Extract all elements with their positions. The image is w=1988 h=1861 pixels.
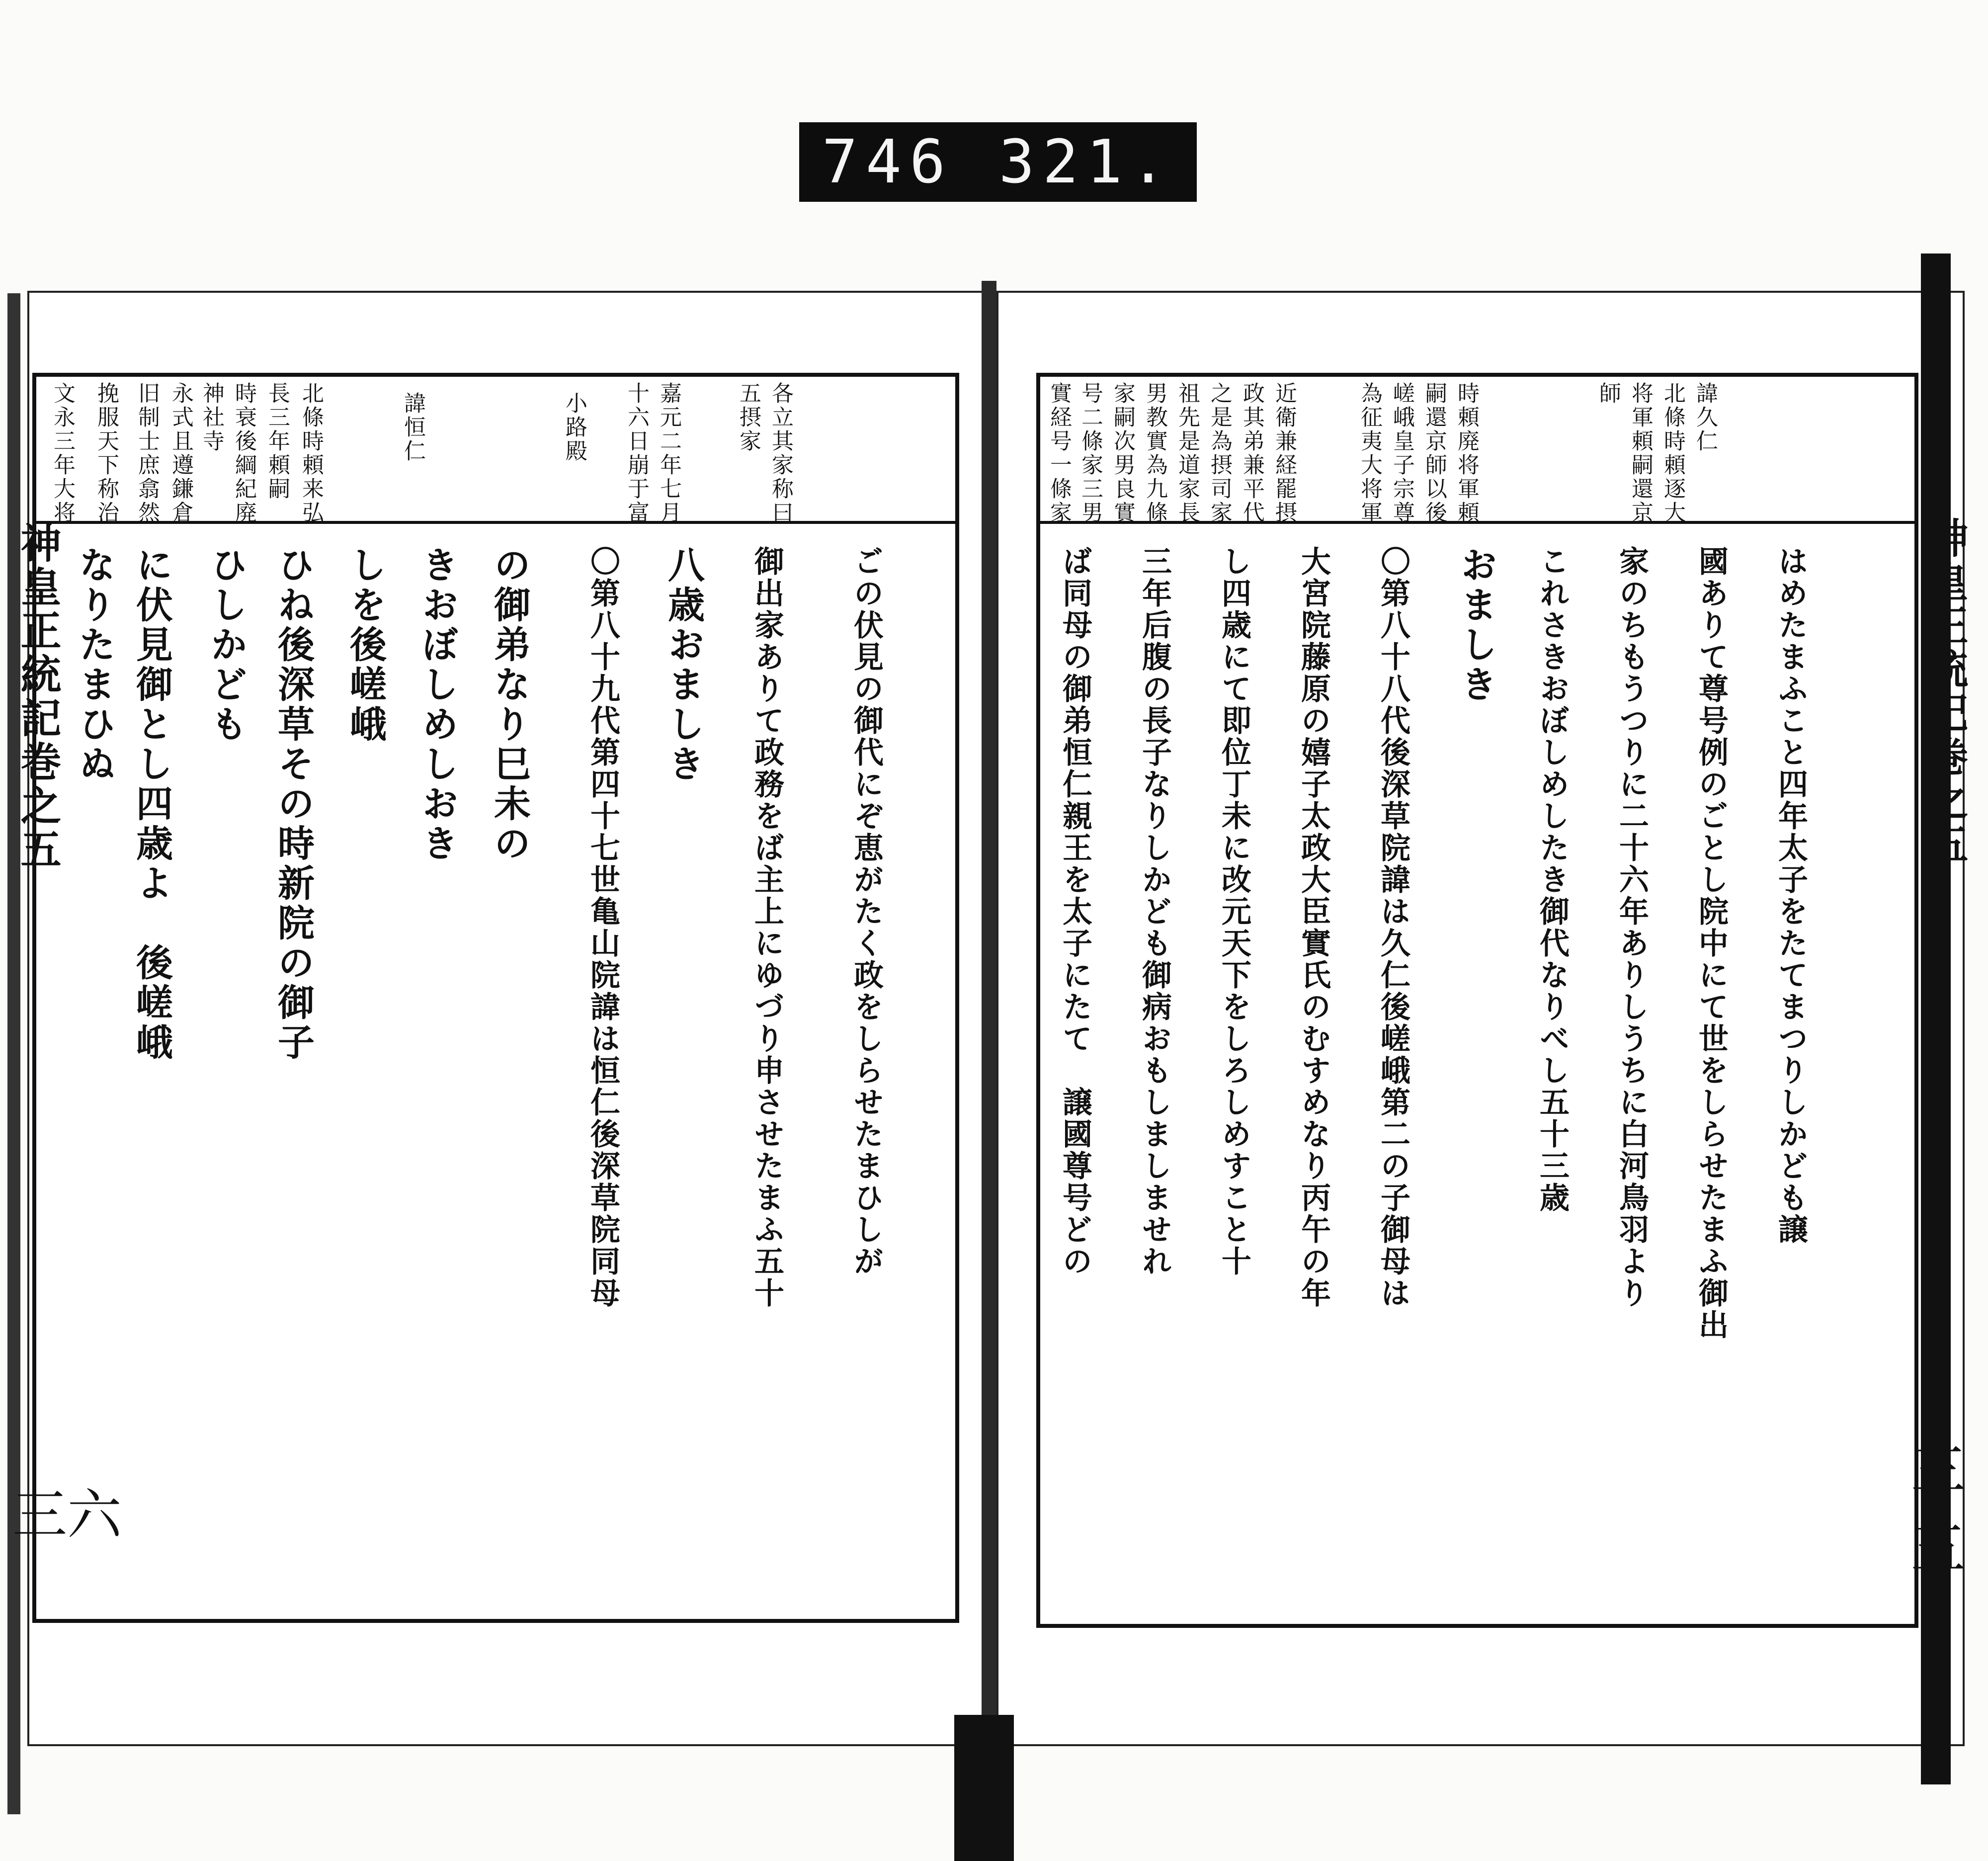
head-note: 北條時頼逐大 — [1660, 382, 1685, 525]
left-edge-shadow — [7, 293, 20, 1814]
body-column: の御弟なり巳未の — [488, 546, 531, 864]
head-note: 文永三年大将 — [50, 382, 75, 525]
head-note: 近衛兼経罷摂 — [1271, 382, 1297, 525]
head-note: 永式且遵鎌倉 — [168, 382, 193, 525]
left-folio: 三六 — [12, 1483, 122, 1547]
body-column: に伏見御とし四歳よ 後嵯峨 — [130, 546, 173, 1063]
right-text-frame — [1036, 373, 1918, 1628]
head-note: 将軍頼嗣還京 — [1628, 382, 1653, 525]
body-column: なりたまひぬ — [73, 546, 116, 784]
head-note: 祖先是道家長 — [1174, 382, 1200, 525]
head-note: 男教實為九條 — [1142, 382, 1167, 525]
body-column: ごの伏見の御代にぞ恵がたく政をしらせたまひしが — [849, 546, 884, 1277]
head-note: 小路殿 — [562, 392, 587, 463]
body-column: 〇第八十九代第四十七世亀山院諱は恒仁後深草院同母 — [585, 546, 620, 1309]
head-note: 為征夷大将軍 — [1357, 382, 1382, 525]
body-column: ば同母の御弟恒仁親王を太子にたて 譲國尊号どの — [1058, 546, 1092, 1277]
head-note: 十六日崩于富 — [624, 382, 649, 525]
head-note: 神社寺 — [199, 382, 224, 453]
head-note: 嵯峨皇子宗尊 — [1389, 382, 1414, 525]
head-note: 諱恒仁 — [400, 392, 425, 463]
head-note: 各立其家称曰 — [768, 382, 793, 525]
right-side-title: 神皇正統記巻之五 — [1921, 517, 1969, 867]
head-note: 家嗣次男良實 — [1110, 382, 1135, 525]
body-column: 家のちもうつりに二十六年ありしうちに白河鳥羽より — [1614, 546, 1649, 1309]
head-note: 實経号一條家 — [1046, 382, 1072, 525]
body-column: 八歳おましき — [662, 546, 705, 784]
head-note: 時衰後綱紀廃 — [231, 382, 256, 525]
left-side-title: 神皇正統記巻之五 — [14, 522, 62, 872]
body-column: 〇第八十八代後深草院諱は久仁後嵯峨第二の子御母は — [1376, 546, 1410, 1309]
head-note: 号二條家三男 — [1077, 382, 1103, 525]
body-column: 御出家ありて政務をば主上にゆづり申させたまふ五十 — [749, 546, 784, 1309]
body-column: 國ありて尊号例のごとし院中にて世をしらせたまふ御出 — [1694, 546, 1729, 1341]
body-column: これさきおぼしめしたき御代なりべし五十三歳 — [1535, 546, 1570, 1214]
head-note: 嘉元二年七月 — [656, 382, 681, 525]
right-folio: 三五 — [1911, 1438, 1966, 1581]
head-note: 政其弟兼平代 — [1239, 382, 1264, 525]
body-column: 三年后腹の長子なりしかども御病おもしましませれ — [1137, 546, 1172, 1277]
head-note: 之是為摂司家 — [1207, 382, 1232, 525]
body-column: きおぼしめしおき — [416, 546, 459, 864]
body-column: ひしかども — [205, 546, 248, 745]
body-column: はめたまふこと四年太子をたてまつりしかども譲 — [1773, 546, 1808, 1246]
head-note: 北條時頼来弘 — [298, 382, 324, 525]
catalog-right-number: 321. — [998, 127, 1174, 197]
catalog-number-label — [799, 122, 1197, 202]
catalog-left-number: 746 — [822, 127, 954, 197]
book-gutter — [982, 281, 996, 1782]
head-note: 挽服天下称治 — [93, 382, 119, 525]
head-note: 師 — [1595, 382, 1621, 406]
body-column: おましき — [1455, 546, 1497, 705]
head-note: 時頼廃将軍頼 — [1454, 382, 1479, 525]
left-text-frame — [32, 373, 959, 1623]
body-column: し四歳にて即位丁未に改元天下をしろしめすこと十 — [1217, 546, 1251, 1277]
body-column: 大宮院藤原の嬉子太政大臣實氏のむすめなり丙午の年 — [1296, 546, 1331, 1309]
head-note: 嗣還京師以後 — [1421, 382, 1447, 525]
head-note: 長三年頼嗣 — [264, 382, 290, 501]
head-note: 旧制士庶翕然 — [134, 382, 160, 525]
binding-spine — [954, 1715, 1014, 1861]
body-column: しを後嵯峨 — [344, 546, 387, 745]
body-column: ひね後深草その時新院の御子 — [272, 546, 315, 1063]
head-note: 諱久仁 — [1692, 382, 1718, 453]
head-note: 五摂家 — [736, 382, 761, 453]
